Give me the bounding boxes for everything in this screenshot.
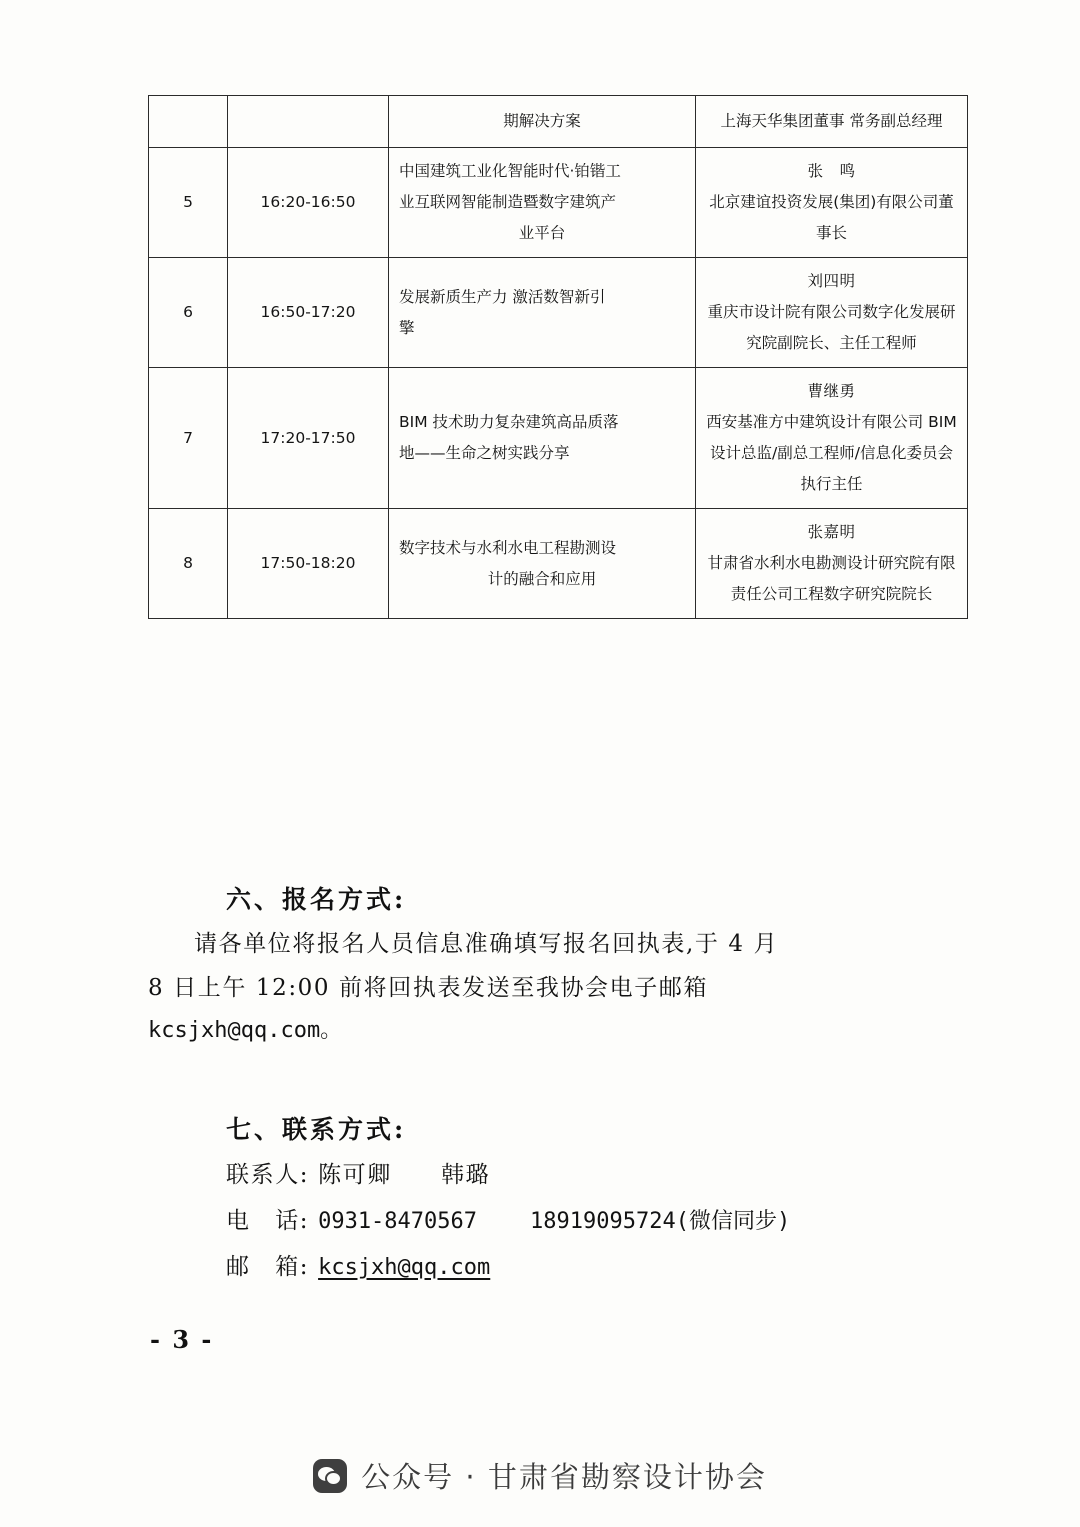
row-topic [389, 96, 696, 148]
speaker-org-line: 事长 [815, 224, 847, 242]
section-six-line1: 请各单位将报名人员信息准确填写报名回执表,于 4 月 [194, 931, 779, 957]
page-number: - 3 - [150, 1325, 214, 1354]
row-topic [389, 509, 696, 619]
row-topic [389, 368, 696, 509]
row-number: 7 [149, 368, 228, 509]
speaker-org-line: 责任公司工程数字研究院院长 [730, 585, 933, 603]
section-seven [148, 1110, 978, 1290]
speaker-org-line: 重庆市设计院有限公司数字化发展研 [707, 303, 956, 321]
section-six [148, 880, 978, 1053]
speaker-name: 张 鸣 [807, 162, 856, 180]
contact-person-value: 陈可卿 韩璐 [318, 1162, 491, 1188]
topic-line: 数字技术与水利水电工程勘测设 [399, 538, 617, 557]
speaker-org-line: 北京建谊投资发展(集团)有限公司董 [709, 193, 954, 211]
topic-line: 计的融合和应用 [487, 569, 597, 588]
row-time: 17:20-17:50 [228, 368, 389, 509]
contact-email-label: 邮 箱: [226, 1254, 310, 1280]
row-speaker [696, 368, 968, 509]
topic-line: 中国建筑工业化智能时代·铂锴工 [399, 162, 621, 180]
section-six-heading: 六、报名方式: [226, 885, 407, 914]
contact-email-row [148, 1244, 978, 1290]
table-row [149, 96, 968, 148]
section-six-line3: kcsjxh@qq.com。 [148, 1018, 343, 1044]
row-speaker [696, 509, 968, 619]
contact-person-label: 联系人: [226, 1162, 310, 1188]
topic-line: 业互联网智能制造暨数字建筑产 [399, 193, 617, 211]
row-time: 16:20-16:50 [228, 148, 389, 258]
section-six-line2: 8 日上午 12:00 前将回执表发送至我协会电子邮箱 [148, 975, 709, 1002]
row-time: 17:50-18:20 [228, 509, 389, 619]
row-speaker [696, 258, 968, 368]
contact-phone-value: 0931-8470567 18919095724(微信同步) [318, 1209, 791, 1234]
contact-person-row [148, 1152, 978, 1198]
table-row [149, 258, 968, 368]
speaker-org-line: 执行主任 [800, 475, 863, 493]
row-topic [389, 258, 696, 368]
section-seven-heading: 七、联系方式: [226, 1115, 407, 1144]
speaker-name: 张嘉明 [807, 523, 856, 541]
row-time: 16:50-17:20 [228, 258, 389, 368]
row-topic [389, 148, 696, 258]
row-number: 6 [149, 258, 228, 368]
topic-line: 期解决方案 [503, 112, 581, 130]
footer-watermark [0, 1455, 1080, 1496]
topic-line: 发展新质生产力 激活数智新引 [399, 287, 606, 306]
topic-line: 擎 [399, 318, 415, 337]
row-number: 5 [149, 148, 228, 258]
row-speaker [696, 96, 968, 148]
row-number: 8 [149, 509, 228, 619]
speaker-name: 刘四明 [807, 272, 856, 290]
row-time [228, 96, 389, 148]
speaker-org-line: 上海天华集团董事 常务副总经理 [720, 112, 943, 130]
topic-line: 地——生命之树实践分享 [399, 444, 570, 462]
topic-line: BIM 技术助力复杂建筑高品质落 [399, 413, 619, 431]
contact-phone-label: 电 话: [226, 1208, 310, 1234]
speaker-name: 曹继勇 [807, 382, 856, 400]
speaker-org-line: 西安基准方中建筑设计有限公司 BIM [706, 413, 957, 431]
speaker-org-line: 设计总监/副总工程师/信息化委员会 [710, 444, 953, 462]
row-number [149, 96, 228, 148]
contact-email-value[interactable]: kcsjxh@qq.com [318, 1255, 491, 1280]
wechat-icon [313, 1459, 347, 1493]
footer-text: 公众号 · 甘肃省勘察设计协会 [361, 1460, 767, 1494]
speaker-org-line: 究院副院长、主任工程师 [746, 334, 917, 352]
speaker-org-line: 甘肃省水利水电勘测设计研究院有限 [707, 554, 956, 572]
schedule-table [148, 95, 968, 619]
table-row [149, 148, 968, 258]
topic-line: 业平台 [518, 224, 566, 242]
table-row [149, 368, 968, 509]
table-row [149, 509, 968, 619]
row-speaker [696, 148, 968, 258]
contact-phone-row [148, 1198, 978, 1244]
